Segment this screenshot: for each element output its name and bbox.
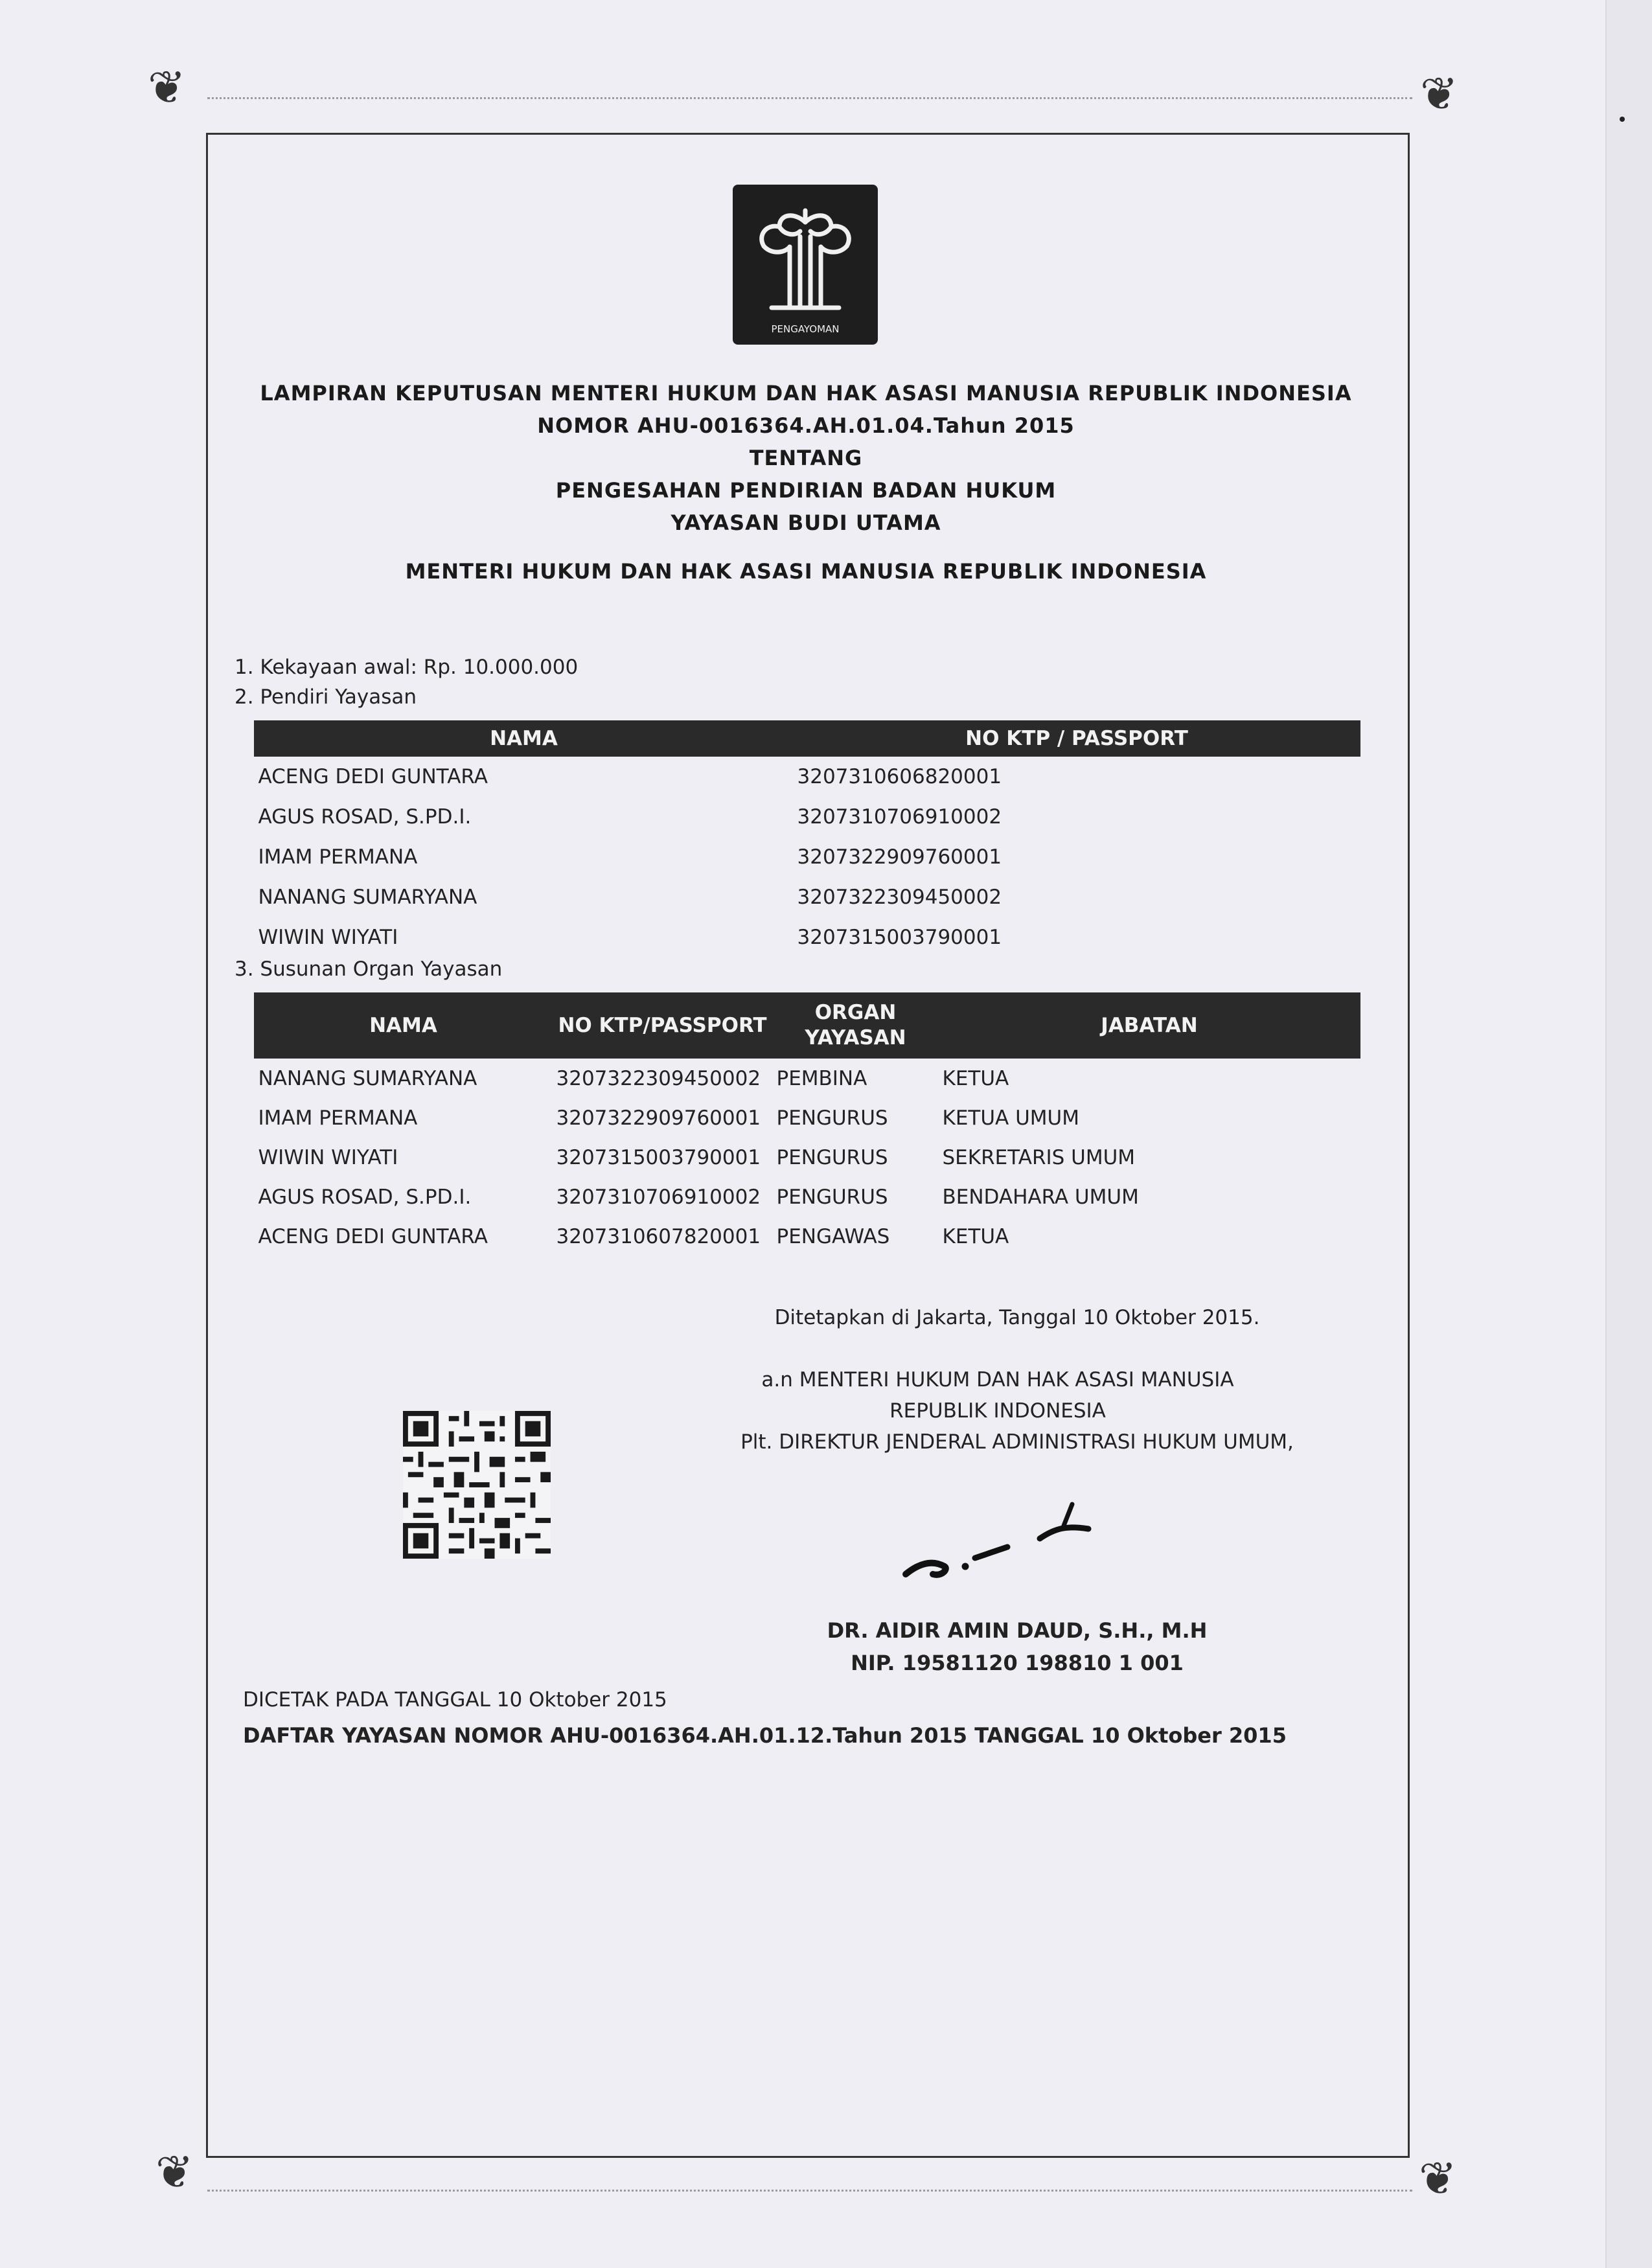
on-behalf-line-2: REPUBLIK INDONESIA — [889, 1399, 1106, 1423]
member-name: NANANG SUMARYANA — [258, 1066, 477, 1090]
founders-heading: 2. Pendiri Yayasan — [235, 685, 417, 709]
table-row — [255, 1059, 1360, 1099]
decree-subject: PENGESAHAN PENDIRIAN BADAN HUKUM — [555, 478, 1057, 503]
member-position: KETUA — [942, 1066, 1009, 1090]
member-id: 3207315003790001 — [556, 1145, 761, 1169]
stray-mark — [1620, 117, 1625, 122]
member-organ: PEMBINA — [776, 1066, 867, 1090]
member-organ: PENGAWAS — [776, 1224, 890, 1248]
corner-ornament-icon: ❦ — [1419, 2152, 1457, 2205]
on-behalf-line-1: a.n MENTERI HUKUM DAN HAK ASASI MANUSIA — [761, 1368, 1234, 1392]
member-organ: PENGURUS — [776, 1185, 888, 1209]
pengayoman-emblem-icon — [733, 185, 878, 345]
member-organ: PENGURUS — [776, 1145, 888, 1169]
table-row — [255, 757, 1360, 797]
decree-title: LAMPIRAN KEPUTUSAN MENTERI HUKUM DAN HAK ASASI MANUSIA REPUBLIK INDONESIA — [260, 381, 1352, 406]
column-header: NO KTP/PASSPORT — [553, 993, 773, 1059]
founder-name: AGUS ROSAD, S.PD.I. — [258, 805, 472, 829]
member-position: SEKRETARIS UMUM — [942, 1145, 1136, 1169]
organs-heading: 3. Susunan Organ Yayasan — [235, 957, 503, 981]
member-id: 3207322909760001 — [556, 1106, 761, 1130]
corner-ornament-icon: ❦ — [148, 61, 186, 114]
registration-number: DAFTAR YAYASAN NOMOR AHU-0016364.AH.01.12.Tahun 2015 TANGGAL 10 Oktober 2015 — [243, 1723, 1287, 1748]
table-row — [255, 837, 1360, 877]
member-position: KETUA — [942, 1224, 1009, 1248]
member-name: AGUS ROSAD, S.PD.I. — [258, 1185, 472, 1209]
table-row — [255, 1217, 1360, 1256]
corner-ornament-icon: ❦ — [1420, 67, 1458, 120]
table-header-row — [255, 993, 1360, 1059]
decree-number: NOMOR AHU-0016364.AH.01.04.Tahun 2015 — [537, 413, 1075, 438]
dotted-border — [207, 97, 1412, 99]
dotted-border — [207, 2190, 1412, 2192]
founder-id: 3207322309450002 — [797, 886, 1002, 909]
corner-ornament-icon: ❦ — [155, 2146, 194, 2199]
member-id: 3207322309450002 — [556, 1066, 761, 1090]
founder-id: 3207310706910002 — [797, 805, 1002, 829]
signatory-nip: NIP. 19581120 198810 1 001 — [851, 1651, 1184, 1675]
member-organ: PENGURUS — [776, 1106, 888, 1130]
member-name: WIWIN WIYATI — [258, 1145, 398, 1169]
page-edge — [1605, 0, 1652, 2268]
column-header: NAMA — [255, 993, 553, 1059]
founder-id: 3207322909760001 — [797, 845, 1002, 869]
table-header-row — [255, 721, 1360, 757]
member-position: KETUA UMUM — [942, 1106, 1079, 1130]
organs-table — [254, 992, 1360, 1256]
qr-code-icon — [403, 1411, 551, 1559]
founder-name: ACENG DEDI GUNTARA — [258, 765, 488, 788]
column-header: NAMA — [255, 721, 794, 757]
official-title: Plt. DIREKTUR JENDERAL ADMINISTRASI HUKUM UMUM, — [740, 1430, 1294, 1454]
founder-name: NANANG SUMARYANA — [258, 886, 477, 909]
signatory-name: DR. AIDIR AMIN DAUD, S.H., M.H — [827, 1618, 1208, 1643]
founder-id: 3207315003790001 — [797, 926, 1002, 949]
minister-title: MENTERI HUKUM DAN HAK ASASI MANUSIA REPUBLIK INDONESIA — [405, 559, 1207, 584]
table-row — [255, 1098, 1360, 1138]
member-id: 3207310607820001 — [556, 1224, 761, 1248]
initial-assets: 1. Kekayaan awal: Rp. 10.000.000 — [235, 656, 579, 679]
founder-id: 3207310606820001 — [797, 765, 1002, 788]
print-date: DICETAK PADA TANGGAL 10 Oktober 2015 — [243, 1688, 667, 1712]
signature-icon — [894, 1490, 1140, 1594]
decree-place-date: Ditetapkan di Jakarta, Tanggal 10 Oktober 2015. — [774, 1306, 1260, 1329]
founder-name: WIWIN WIYATI — [258, 926, 398, 949]
member-position: BENDAHARA UMUM — [942, 1185, 1139, 1209]
foundation-name: YAYASAN BUDI UTAMA — [671, 510, 941, 535]
founder-name: IMAM PERMANA — [258, 845, 418, 869]
table-row — [255, 917, 1360, 957]
table-row — [255, 1138, 1360, 1177]
column-header: NO KTP / PASSPORT — [794, 721, 1360, 757]
column-header: ORGAN YAYASAN — [773, 993, 939, 1059]
table-row — [255, 797, 1360, 837]
member-name: IMAM PERMANA — [258, 1106, 418, 1130]
pengayoman-logo — [733, 185, 878, 345]
decree-about: TENTANG — [749, 446, 863, 470]
logo-caption: PENGAYOMAN — [771, 323, 840, 335]
table-row — [255, 1177, 1360, 1217]
column-header: JABATAN — [939, 993, 1360, 1059]
member-name: ACENG DEDI GUNTARA — [258, 1224, 488, 1248]
table-row — [255, 877, 1360, 917]
member-id: 3207310706910002 — [556, 1185, 761, 1209]
founders-table — [254, 720, 1360, 957]
